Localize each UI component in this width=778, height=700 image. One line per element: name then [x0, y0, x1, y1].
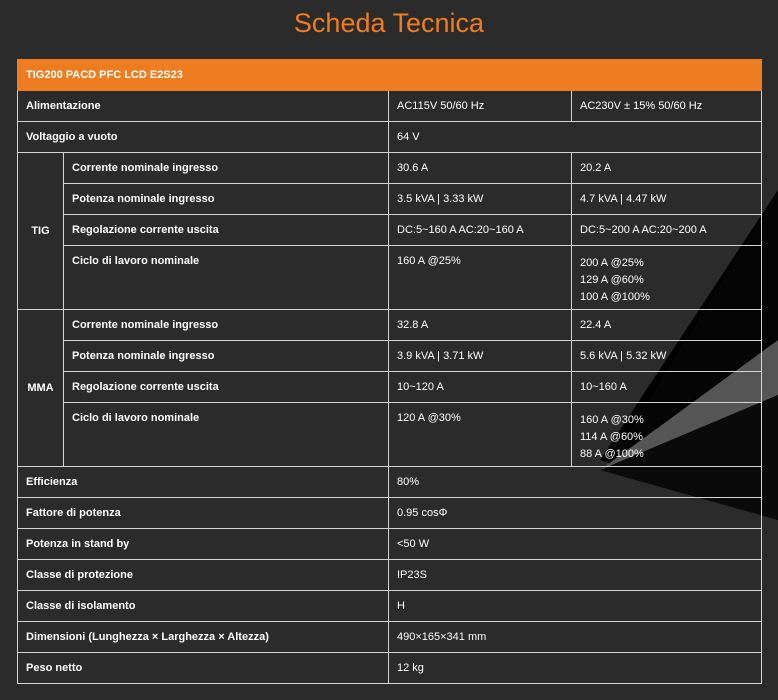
value-115v: 30.6 A — [389, 153, 572, 184]
duty-cycle-line: 129 A @60% — [580, 274, 644, 286]
table-row — [18, 246, 762, 310]
table-row — [18, 184, 762, 215]
table-row — [18, 122, 762, 153]
row-label: Regolazione corrente uscita — [64, 372, 389, 403]
row-label: Corrente nominale ingresso — [64, 153, 389, 184]
table-row — [18, 372, 762, 403]
table-row — [18, 310, 762, 341]
row-label: Dimensioni (Lunghezza × Larghezza × Altezza) — [18, 622, 389, 653]
row-label: Corrente nominale ingresso — [64, 310, 389, 341]
value-115v: 3.9 kVA | 3.71 kW — [389, 341, 572, 372]
duty-cycle-line: 88 A @100% — [580, 448, 644, 460]
value: 12 kg — [389, 653, 762, 684]
value-115v: 3.5 kVA | 3.33 kW — [389, 184, 572, 215]
table-row — [18, 498, 762, 529]
row-label: Efficienza — [18, 467, 389, 498]
value: 0.95 cosΦ — [389, 498, 762, 529]
model-name: TIG200 PACD PFC LCD E2S23 — [18, 60, 762, 91]
table-row — [18, 529, 762, 560]
value-230v-list — [572, 403, 762, 467]
table-row — [18, 622, 762, 653]
row-label: Regolazione corrente uscita — [64, 215, 389, 246]
table-header-row — [18, 60, 762, 91]
value-230v: 22.4 A — [572, 310, 762, 341]
value: H — [389, 591, 762, 622]
table-row — [18, 653, 762, 684]
row-label: Fattore di potenza — [18, 498, 389, 529]
value-230v: AC230V ± 15% 50/60 Hz — [572, 91, 762, 122]
row-label: Voltaggio a vuoto — [18, 122, 389, 153]
value: 64 V — [389, 122, 762, 153]
value-230v: 20.2 A — [572, 153, 762, 184]
table-row — [18, 591, 762, 622]
value: 80% — [389, 467, 762, 498]
page-title: Scheda Tecnica — [293, 8, 485, 38]
value-230v: 5.6 kVA | 5.32 kW — [572, 341, 762, 372]
row-label: Ciclo di lavoro nominale — [64, 403, 389, 467]
table-row — [18, 467, 762, 498]
value-115v: 32.8 A — [389, 310, 572, 341]
row-label: Potenza in stand by — [18, 529, 389, 560]
duty-cycle-line: 160 A @30% — [580, 414, 644, 426]
value: 490×165×341 mm — [389, 622, 762, 653]
row-label: Classe di isolamento — [18, 591, 389, 622]
table-row — [18, 153, 762, 184]
table-row — [18, 403, 762, 467]
value-115v: 10~120 A — [389, 372, 572, 403]
value: IP23S — [389, 560, 762, 591]
value-230v: 4.7 kVA | 4.47 kW — [572, 184, 762, 215]
value: <50 W — [389, 529, 762, 560]
row-label: Ciclo di lavoro nominale — [64, 246, 389, 310]
value-115v: DC:5~160 A AC:20~160 A — [389, 215, 572, 246]
group-label-tig: TIG — [18, 153, 64, 310]
value-230v-list — [572, 246, 762, 310]
group-label-mma: MMA — [18, 310, 64, 467]
duty-cycle-line: 100 A @100% — [580, 291, 650, 303]
row-label: Potenza nominale ingresso — [64, 184, 389, 215]
row-label: Alimentazione — [18, 91, 389, 122]
value-115v: 160 A @25% — [389, 246, 572, 310]
value-230v: 10~160 A — [572, 372, 762, 403]
value-115v: AC115V 50/60 Hz — [389, 91, 572, 122]
value-115v: 120 A @30% — [389, 403, 572, 467]
table-row — [18, 215, 762, 246]
table-row — [18, 341, 762, 372]
row-label: Potenza nominale ingresso — [64, 341, 389, 372]
spec-table — [17, 59, 762, 684]
row-label: Peso netto — [18, 653, 389, 684]
table-row — [18, 91, 762, 122]
duty-cycle-line: 114 A @60% — [580, 431, 643, 443]
value-230v: DC:5~200 A AC:20~200 A — [572, 215, 762, 246]
duty-cycle-line: 200 A @25% — [580, 257, 644, 269]
table-row — [18, 560, 762, 591]
row-label: Classe di protezione — [18, 560, 389, 591]
